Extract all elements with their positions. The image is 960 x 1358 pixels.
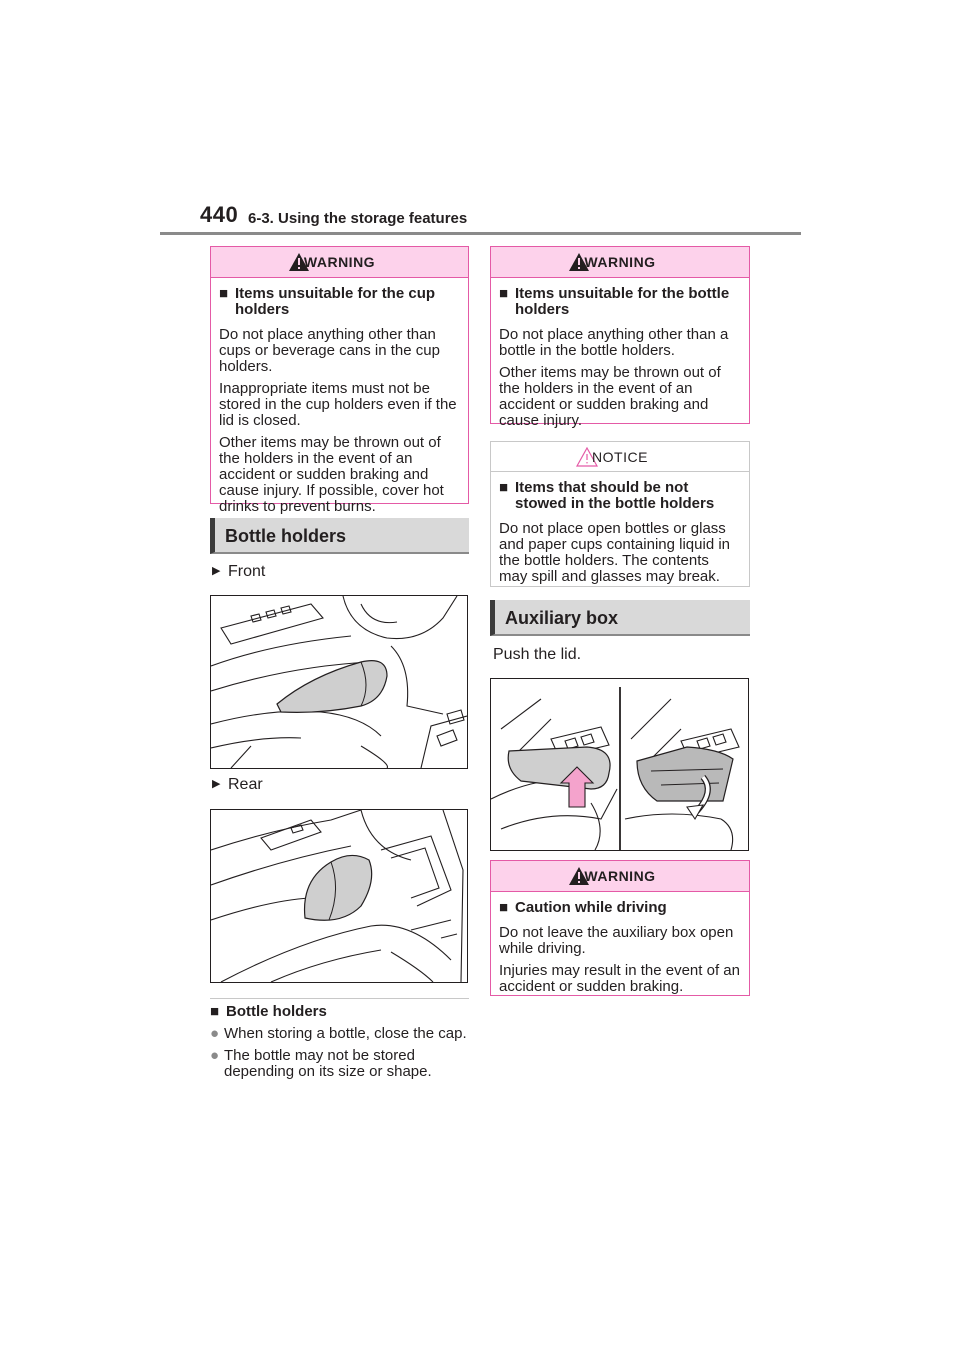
notice-label: NOTICE [592,449,648,465]
warning-header [211,247,468,278]
auxiliary-box-heading: Auxiliary box [490,600,750,636]
square-bullet-icon: ■ [219,285,229,302]
pointer-triangle-icon: ▶ [212,565,221,577]
square-bullet-icon: ■ [499,899,509,916]
warning-item-heading: ■ Items unsuitable for the bottle holders [499,285,730,318]
cup-holder-warning-box [210,246,469,515]
auxiliary-box-illustration [490,678,749,851]
warning-label: WARNING [584,254,656,270]
pointer-triangle-icon: ▶ [212,778,221,790]
warning-paragraph: Inappropriate items must not be stored in the cup holders even if the lid is closed. [219,380,457,429]
square-bullet-icon: ■ [210,1003,220,1020]
square-bullet-icon: ■ [499,479,509,496]
note-divider [210,998,469,999]
warning-paragraph: Injuries may result in the event of an accident or sudden braking. [499,962,740,995]
rear-bottle-holder-illustration [210,809,468,983]
warning-paragraph: Other items may be thrown out of the holders in the event of an accident or sudden braking and cause injury. [499,364,721,429]
note-bullet: ● When storing a bottle, close the cap. [210,1025,467,1042]
rear-label: ▶ Rear [212,776,263,793]
notice-header [491,442,749,472]
front-bottle-holder-illustration [210,595,468,769]
warning-header [491,247,749,278]
bottle-holder-warning-box [490,246,750,429]
note-bullet: ● The bottle may not be stored depending on its size or shape. [210,1047,432,1080]
round-bullet-icon: ● [210,1047,220,1064]
notice-item-heading: ■ Items that should be not stowed in the bottle holders [499,479,715,512]
notice-box [490,441,750,587]
auxiliary-box-warning-box [490,860,750,996]
warning-paragraph: Other items may be thrown out of the holders in the event of an accident or sudden braking and cause injury. If possible, cover hot drinks to prevent burns. [219,434,444,515]
header-rule [160,232,801,235]
bottle-holders-note [210,1004,469,1080]
warning-paragraph: Do not leave the auxiliary box open while driving. [499,924,734,957]
warning-label: WARNING [303,254,376,270]
notice-paragraph: Do not place open bottles or glass and paper cups containing liquid in the bottle holders. The contents may spill and glasses may break. [499,520,730,585]
page-number: 440 [200,202,239,227]
front-label: ▶ Front [212,563,266,580]
warning-label: WARNING [584,868,656,884]
warning-item-heading: ■ Caution while driving [499,899,667,916]
bottle-holders-heading: Bottle holders [210,518,469,554]
warning-paragraph: Do not place anything other than cups or beverage cans in the cup holders. [219,326,440,375]
push-lid-instruction: Push the lid. [493,646,582,663]
round-bullet-icon: ● [210,1025,220,1042]
note-heading: ■ Bottle holders [210,1003,327,1020]
warning-header [491,861,749,892]
section-title: 6-3. Using the storage features [248,210,468,227]
warning-item-heading: ■ Items unsuitable for the cup holders [219,285,436,318]
warning-paragraph: Do not place anything other than a bottle in the bottle holders. [499,326,729,359]
square-bullet-icon: ■ [499,285,509,302]
